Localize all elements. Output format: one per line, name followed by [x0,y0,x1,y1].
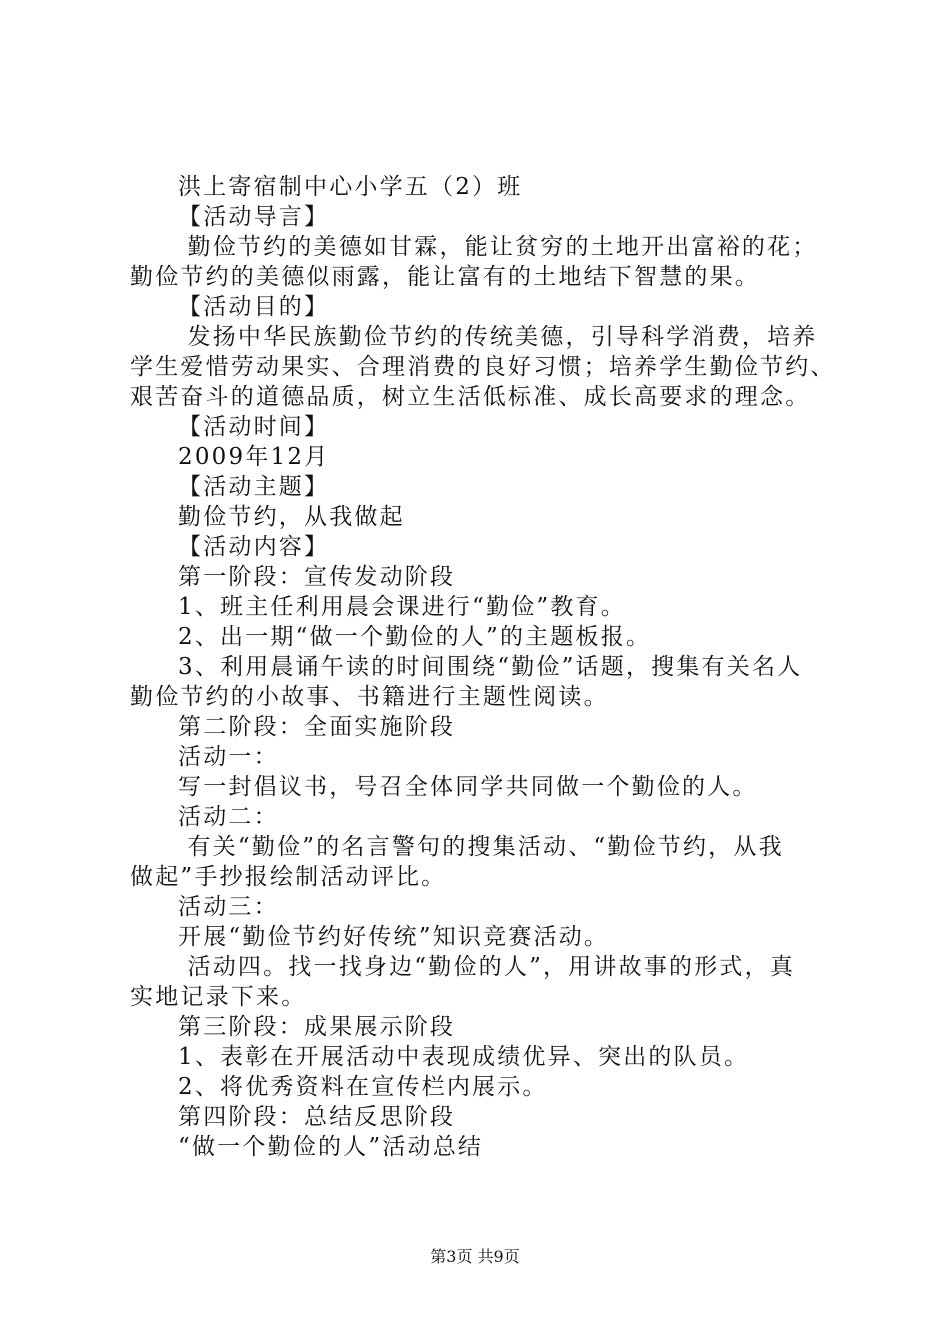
page-number-label: 第3页 共9页 [430,1247,520,1266]
text-line: 写一封倡议书，号召全体同学共同做一个勤俭的人。 [178,774,758,800]
text-line: 1、班主任利用晨会课进行“勤俭”教育。 [178,594,626,620]
text-line: 勤俭节约的小故事、书籍进行主题性阅读。 [130,684,609,710]
text-line: 勤俭节约，从我做起 [178,504,405,530]
text-line: 活动一： [178,744,279,770]
text-line: 艰苦奋斗的道德品质，树立生活低标准、成长高要求的理念。 [130,384,811,410]
text-line: 第一阶段：宣传发动阶段 [178,564,456,590]
text-line: 3、利用晨诵午读的时间围绕“勤俭”话题，搜集有关名人 [178,654,803,680]
text-line: 开展“勤俭节约好传统”知识竞赛活动。 [178,924,610,950]
text-line: 1、表彰在开展活动中表现成绩优异、突出的队员。 [178,1044,750,1070]
text-line: 2、将优秀资料在宣传栏内展示。 [178,1074,548,1100]
text-line: 活动三： [178,894,279,920]
text-line: 活动四。找一找身边“勤俭的人”，用讲故事的形式，真 [178,954,796,980]
text-line: 【活动主题】 [178,474,330,500]
text-line: 勤俭节约的美德似雨露，能让富有的土地结下智慧的果。 [130,264,760,290]
text-line: 发扬中华民族勤俭节约的传统美德，引导科学消费，培养 [178,324,818,350]
text-line: 【活动内容】 [178,534,330,560]
text-line: 勤俭节约的美德如甘霖，能让贫穷的土地开出富裕的花； [178,234,818,260]
page-footer [0,1244,950,1267]
text-line: 第三阶段：成果展示阶段 [178,1014,456,1040]
text-line: 第四阶段：总结反思阶段 [178,1104,456,1130]
text-line: 洪上寄宿制中心小学五（2）班 [178,174,523,200]
text-line: 第二阶段：全面实施阶段 [178,714,456,740]
text-line: 实地记录下来。 [130,984,307,1010]
text-line: 有关“勤俭”的名言警句的搜集活动、“勤俭节约，从我 [178,834,784,860]
text-line: 2、出一期“做一个勤俭的人”的主题板报。 [178,624,652,650]
text-line: 【活动导言】 [178,204,330,230]
text-line: 学生爱惜劳动果实、合理消费的良好习惯；培养学生勤俭节约、 [130,354,836,380]
text-line: 2009年12月 [178,444,330,470]
document-body [130,172,835,1162]
text-line: “做一个勤俭的人”活动总结 [178,1134,484,1160]
text-line: 做起”手抄报绘制活动评比。 [130,864,447,890]
text-line: 【活动目的】 [178,294,330,320]
text-line: 【活动时间】 [178,414,330,440]
text-line: 活动二： [178,804,279,830]
